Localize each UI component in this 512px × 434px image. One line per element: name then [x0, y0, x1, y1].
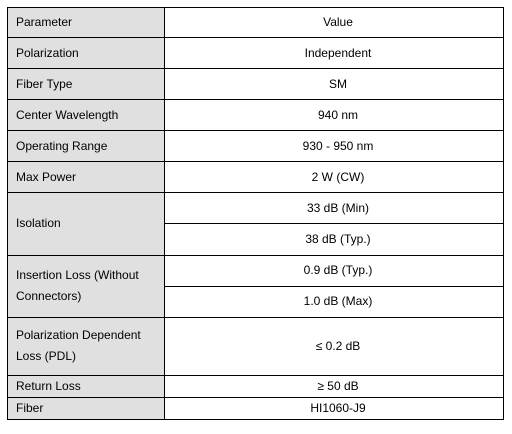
table-row — [8, 375, 504, 397]
table-row — [8, 69, 504, 100]
param-pdl-line2: Loss (PDL) — [16, 349, 77, 364]
table-row — [8, 317, 504, 375]
value-operating-range: 930 - 950 nm — [165, 131, 504, 162]
value-isolation-min: 33 dB (Min) — [165, 193, 504, 224]
param-insertion-loss — [8, 255, 165, 317]
value-pdl: ≤ 0.2 dB — [165, 317, 504, 375]
param-center-wavelength: Center Wavelength — [8, 100, 165, 131]
table-row — [8, 397, 504, 419]
table-header-row — [8, 8, 504, 38]
table-row — [8, 255, 504, 286]
param-max-power: Max Power — [8, 162, 165, 193]
table-row — [8, 162, 504, 193]
value-max-power: 2 W (CW) — [165, 162, 504, 193]
param-fiber: Fiber — [8, 397, 165, 419]
table-row — [8, 100, 504, 131]
param-return-loss: Return Loss — [8, 375, 165, 397]
value-insertion-loss-max: 1.0 dB (Max) — [165, 286, 504, 317]
param-pdl-line1: Polarization Dependent — [16, 328, 141, 343]
value-insertion-loss-typ: 0.9 dB (Typ.) — [165, 255, 504, 286]
value-center-wavelength: 940 nm — [165, 100, 504, 131]
specification-table — [7, 7, 504, 420]
header-value: Value — [165, 8, 504, 38]
header-parameter: Parameter — [8, 8, 165, 38]
value-isolation-typ: 38 dB (Typ.) — [165, 224, 504, 255]
param-isolation: Isolation — [8, 193, 165, 255]
param-operating-range: Operating Range — [8, 131, 165, 162]
table-row — [8, 38, 504, 69]
param-insertion-loss-line1: Insertion Loss (Without — [16, 268, 139, 283]
value-return-loss: ≥ 50 dB — [165, 375, 504, 397]
param-fiber-type: Fiber Type — [8, 69, 165, 100]
value-fiber-type: SM — [165, 69, 504, 100]
param-insertion-loss-line2: Connectors) — [16, 289, 82, 304]
param-polarization: Polarization — [8, 38, 165, 69]
table-row — [8, 193, 504, 224]
param-pdl — [8, 317, 165, 375]
table-row — [8, 131, 504, 162]
value-fiber: HI1060-J9 — [165, 397, 504, 419]
value-polarization: Independent — [165, 38, 504, 69]
